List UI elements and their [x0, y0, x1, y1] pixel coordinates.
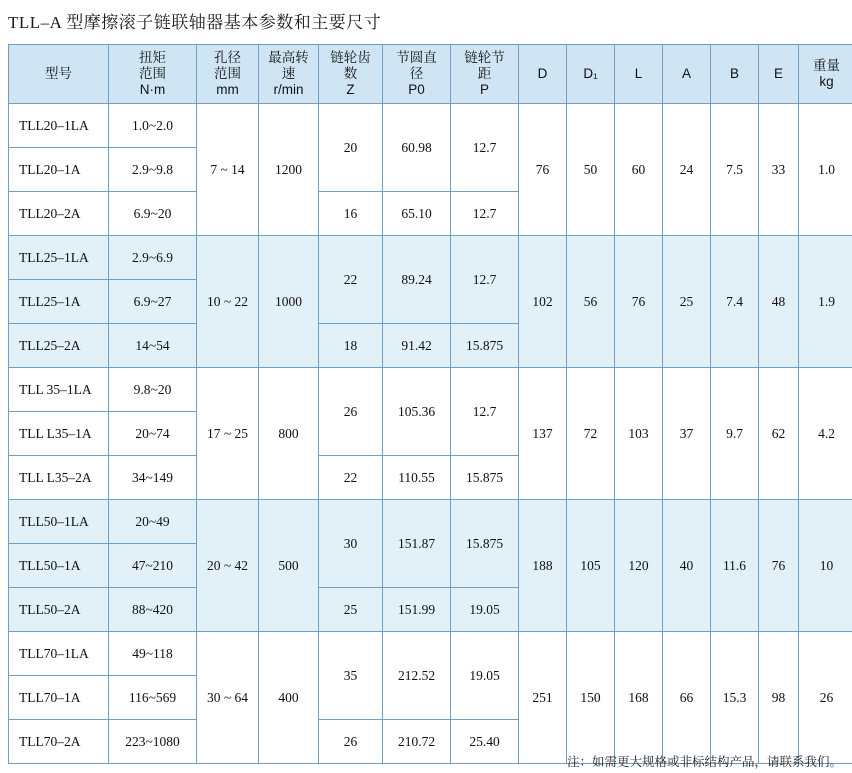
spec-table [8, 44, 852, 764]
cell-model: TLL50–2A [9, 588, 109, 632]
cell-torque-range: 88~420 [109, 588, 197, 632]
cell-weight: 10 [799, 500, 852, 632]
cell-sprocket-teeth: 35 [319, 632, 383, 720]
column-header-8 [567, 45, 615, 104]
cell-model: TLL50–1LA [9, 500, 109, 544]
column-header-line: A [681, 65, 691, 81]
cell-model: TLL70–2A [9, 720, 109, 764]
cell-model: TLL L35–1A [9, 412, 109, 456]
cell-dimension-d1: 105 [567, 500, 615, 632]
table-row [9, 368, 852, 412]
cell-model: TLL70–1LA [9, 632, 109, 676]
cell-dimension-l: 120 [615, 500, 663, 632]
cell-dimension-a: 37 [663, 368, 711, 500]
cell-weight: 1.9 [799, 236, 852, 368]
cell-chain-pitch: 15.875 [451, 500, 519, 588]
cell-bore-range: 17 ~ 25 [197, 368, 259, 500]
cell-dimension-d1: 50 [567, 104, 615, 236]
cell-chain-pitch: 25.40 [451, 720, 519, 764]
cell-torque-range: 47~210 [109, 544, 197, 588]
cell-dimension-a: 24 [663, 104, 711, 236]
cell-max-speed: 400 [259, 632, 319, 764]
cell-dimension-l: 103 [615, 368, 663, 500]
cell-dimension-l: 60 [615, 104, 663, 236]
column-header-1 [109, 45, 197, 104]
cell-dimension-d1: 150 [567, 632, 615, 764]
cell-weight: 4.2 [799, 368, 852, 500]
column-header-line: B [729, 65, 739, 81]
column-header-line: r/min [273, 82, 304, 98]
cell-sprocket-teeth: 30 [319, 500, 383, 588]
cell-model: TLL L35–2A [9, 456, 109, 500]
cell-dimension-d: 76 [519, 104, 567, 236]
cell-dimension-e: 33 [759, 104, 799, 236]
cell-bore-range: 10 ~ 22 [197, 236, 259, 368]
cell-torque-range: 14~54 [109, 324, 197, 368]
cell-chain-pitch: 19.05 [451, 632, 519, 720]
column-header-line: 扭矩 [139, 49, 166, 65]
column-header-9 [615, 45, 663, 104]
cell-dimension-l: 168 [615, 632, 663, 764]
cell-sprocket-teeth: 22 [319, 236, 383, 324]
cell-dimension-d1: 56 [567, 236, 615, 368]
cell-max-speed: 1200 [259, 104, 319, 236]
cell-pitch-diameter: 65.10 [383, 192, 451, 236]
cell-model: TLL20–1A [9, 148, 109, 192]
cell-torque-range: 6.9~20 [109, 192, 197, 236]
cell-sprocket-teeth: 25 [319, 588, 383, 632]
cell-dimension-e: 76 [759, 500, 799, 632]
cell-model: TLL25–2A [9, 324, 109, 368]
cell-pitch-diameter: 91.42 [383, 324, 451, 368]
cell-dimension-e: 48 [759, 236, 799, 368]
cell-dimension-a: 66 [663, 632, 711, 764]
cell-torque-range: 2.9~9.8 [109, 148, 197, 192]
cell-chain-pitch: 12.7 [451, 104, 519, 192]
cell-pitch-diameter: 212.52 [383, 632, 451, 720]
column-header-line: 径 [409, 65, 424, 81]
table-header [9, 45, 852, 104]
column-header-line: L [634, 65, 643, 81]
cell-chain-pitch: 12.7 [451, 192, 519, 236]
cell-torque-range: 6.9~27 [109, 280, 197, 324]
cell-pitch-diameter: 60.98 [383, 104, 451, 192]
cell-pitch-diameter: 110.55 [383, 456, 451, 500]
cell-dimension-a: 25 [663, 236, 711, 368]
table-header-row [9, 45, 852, 104]
column-header-11 [711, 45, 759, 104]
cell-dimension-b: 11.6 [711, 500, 759, 632]
cell-chain-pitch: 12.7 [451, 368, 519, 456]
cell-sprocket-teeth: 26 [319, 368, 383, 456]
cell-sprocket-teeth: 16 [319, 192, 383, 236]
cell-dimension-b: 7.5 [711, 104, 759, 236]
cell-model: TLL20–2A [9, 192, 109, 236]
column-header-line: 最高转 [268, 49, 309, 65]
column-header-line: 链轮节 [464, 49, 505, 65]
cell-bore-range: 30 ~ 64 [197, 632, 259, 764]
cell-pitch-diameter: 151.99 [383, 588, 451, 632]
column-header-10 [663, 45, 711, 104]
footer-note: 注：如需更大规格或非标结构产品，请联系我们。 [566, 755, 842, 769]
column-header-5 [383, 45, 451, 104]
table-row [9, 104, 852, 148]
cell-max-speed: 500 [259, 500, 319, 632]
column-header-2 [197, 45, 259, 104]
column-header-line: P [479, 82, 489, 98]
cell-chain-pitch: 15.875 [451, 456, 519, 500]
column-header-0 [9, 45, 109, 104]
cell-weight: 1.0 [799, 104, 852, 236]
column-header-line: 重量 [813, 57, 840, 73]
cell-chain-pitch: 15.875 [451, 324, 519, 368]
cell-dimension-d: 188 [519, 500, 567, 632]
cell-weight: 26 [799, 632, 852, 764]
cell-pitch-diameter: 210.72 [383, 720, 451, 764]
cell-torque-range: 9.8~20 [109, 368, 197, 412]
column-header-line: 数 [343, 65, 358, 81]
cell-dimension-d: 102 [519, 236, 567, 368]
column-header-line: 距 [477, 65, 492, 81]
column-header-line: N·m [139, 82, 166, 98]
cell-model: TLL20–1LA [9, 104, 109, 148]
table-row [9, 236, 852, 280]
cell-sprocket-teeth: 26 [319, 720, 383, 764]
cell-bore-range: 20 ~ 42 [197, 500, 259, 632]
cell-pitch-diameter: 151.87 [383, 500, 451, 588]
column-header-line: 节圆直 [396, 49, 437, 65]
cell-max-speed: 800 [259, 368, 319, 500]
cell-model: TLL25–1A [9, 280, 109, 324]
cell-torque-range: 49~118 [109, 632, 197, 676]
cell-chain-pitch: 12.7 [451, 236, 519, 324]
cell-dimension-d: 251 [519, 632, 567, 764]
cell-sprocket-teeth: 20 [319, 104, 383, 192]
cell-torque-range: 34~149 [109, 456, 197, 500]
page-title: TLL–A 型摩擦滚子链联轴器基本参数和主要尺寸 [8, 13, 382, 32]
cell-chain-pitch: 19.05 [451, 588, 519, 632]
column-header-line: 范围 [139, 65, 166, 81]
cell-torque-range: 20~74 [109, 412, 197, 456]
column-header-12 [759, 45, 799, 104]
cell-dimension-d1: 72 [567, 368, 615, 500]
cell-dimension-e: 62 [759, 368, 799, 500]
column-header-7 [519, 45, 567, 104]
table-row [9, 632, 852, 676]
cell-model: TLL 35–1LA [9, 368, 109, 412]
column-header-line: kg [819, 74, 834, 89]
table-row [9, 500, 852, 544]
cell-torque-range: 20~49 [109, 500, 197, 544]
cell-torque-range: 2.9~6.9 [109, 236, 197, 280]
table-body [9, 104, 852, 764]
cell-torque-range: 1.0~2.0 [109, 104, 197, 148]
column-header-line: P0 [408, 82, 425, 98]
cell-bore-range: 7 ~ 14 [197, 104, 259, 236]
column-header-13 [799, 45, 852, 104]
column-header-line: 型号 [45, 65, 72, 81]
column-header-line: D [537, 65, 548, 81]
cell-dimension-a: 40 [663, 500, 711, 632]
cell-torque-range: 223~1080 [109, 720, 197, 764]
column-header-line: 速 [281, 65, 296, 81]
cell-torque-range: 116~569 [109, 676, 197, 720]
cell-dimension-b: 7.4 [711, 236, 759, 368]
column-header-line: 孔径 [214, 49, 241, 65]
column-header-3 [259, 45, 319, 104]
cell-dimension-b: 15.3 [711, 632, 759, 764]
cell-pitch-diameter: 105.36 [383, 368, 451, 456]
cell-dimension-l: 76 [615, 236, 663, 368]
column-header-6 [451, 45, 519, 104]
column-header-line: E [773, 65, 783, 81]
cell-model: TLL70–1A [9, 676, 109, 720]
cell-max-speed: 1000 [259, 236, 319, 368]
cell-model: TLL50–1A [9, 544, 109, 588]
cell-dimension-e: 98 [759, 632, 799, 764]
column-header-line: Z [346, 82, 355, 98]
cell-dimension-d: 137 [519, 368, 567, 500]
cell-dimension-b: 9.7 [711, 368, 759, 500]
column-header-line: D₁ [583, 65, 598, 81]
cell-model: TLL25–1LA [9, 236, 109, 280]
column-header-4 [319, 45, 383, 104]
column-header-line: 链轮齿 [330, 49, 371, 65]
column-header-line: mm [216, 82, 239, 98]
cell-pitch-diameter: 89.24 [383, 236, 451, 324]
cell-sprocket-teeth: 18 [319, 324, 383, 368]
column-header-line: 范围 [214, 65, 241, 81]
cell-sprocket-teeth: 22 [319, 456, 383, 500]
